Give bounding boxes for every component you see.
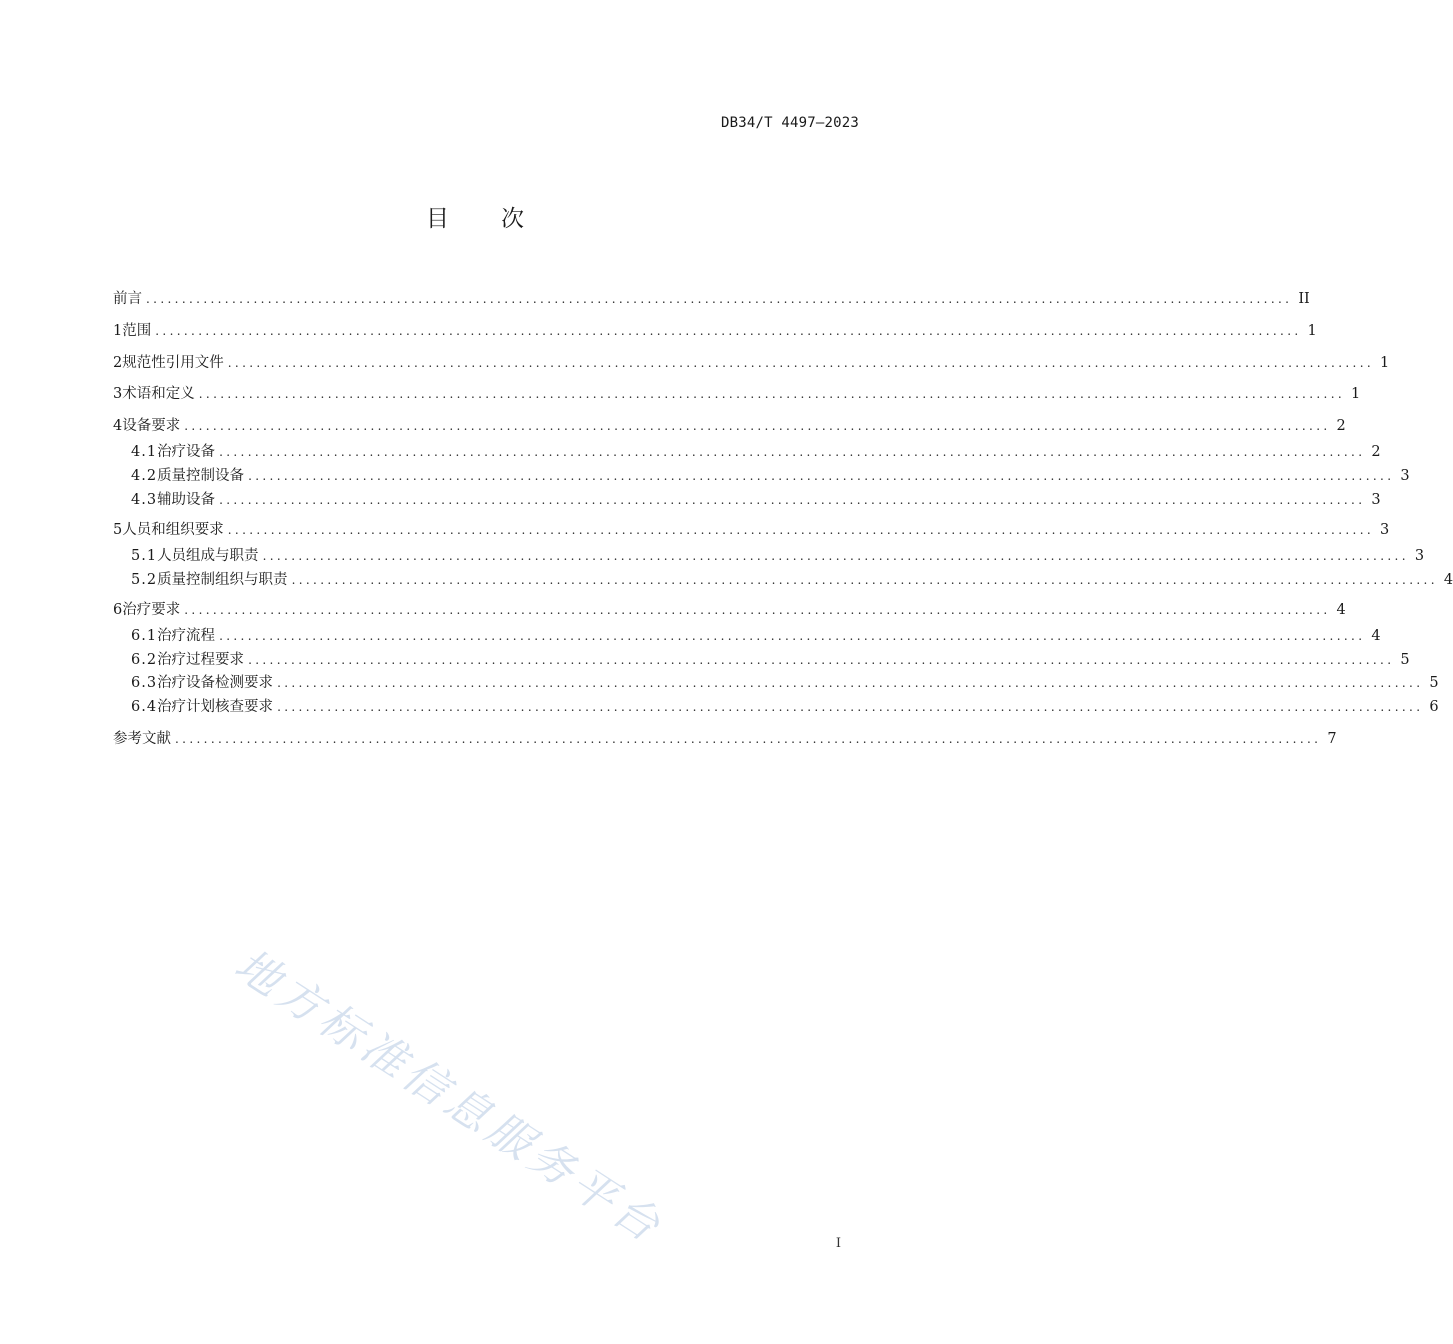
toc-entry-2[interactable] bbox=[113, 353, 1390, 373]
toc-entry-page: 4 bbox=[1443, 572, 1453, 588]
toc-entry-foreword[interactable] bbox=[113, 289, 1310, 309]
toc-entry-4-1[interactable] bbox=[131, 442, 1381, 462]
toc-entry-label: 治疗要求 bbox=[122, 602, 181, 618]
toc-entry-label: 人员组成与职责 bbox=[157, 548, 259, 564]
toc-leader-dots: ................................................................................................................................................................ bbox=[198, 387, 1346, 401]
toc-entry-page: 3 bbox=[1380, 522, 1390, 538]
toc-entry-page: 2 bbox=[1336, 418, 1346, 434]
toc-entry-label: 治疗设备检测要求 bbox=[157, 675, 274, 691]
toc-entry-number: 2 bbox=[113, 355, 123, 371]
toc-leader-dots: ................................................................................................................................................................ bbox=[184, 419, 1331, 433]
toc-entry-label: 范围 bbox=[122, 323, 152, 339]
toc-entry-6-1[interactable] bbox=[131, 626, 1381, 646]
toc-entry-page: 3 bbox=[1400, 468, 1410, 484]
toc-leader-dots: ................................................................................................................................................................ bbox=[277, 700, 1424, 714]
title-char-2: 次 bbox=[501, 206, 524, 232]
toc-entry-label: 参考文献 bbox=[113, 731, 171, 747]
toc-entry-6[interactable] bbox=[113, 600, 1346, 620]
toc-entry-page: 4 bbox=[1336, 602, 1346, 618]
toc-leader-dots: ................................................................................................................................................................ bbox=[175, 732, 1322, 746]
toc-entry-page: 2 bbox=[1371, 444, 1381, 460]
toc-entry-page: 6 bbox=[1429, 699, 1439, 715]
page-number: I bbox=[835, 1236, 841, 1251]
toc-entry-page: 5 bbox=[1400, 652, 1410, 668]
toc-entry-number: 5.1 bbox=[131, 548, 158, 564]
toc-leader-dots: ................................................................................................................................................................ bbox=[248, 469, 1395, 483]
watermark: 地方标准信息服务平台 bbox=[225, 939, 673, 1255]
toc-entry-page: 1 bbox=[1380, 355, 1390, 371]
toc-leader-dots: ................................................................................................................................................................ bbox=[227, 523, 1375, 537]
toc-entry-label: 治疗设备 bbox=[157, 444, 216, 460]
toc-leader-dots: ................................................................................................................................................................ bbox=[146, 292, 1293, 306]
toc-entry-label: 质量控制设备 bbox=[157, 468, 245, 484]
page-title bbox=[0, 200, 950, 233]
toc-entry-page: II bbox=[1298, 291, 1310, 307]
toc-entry-references[interactable] bbox=[113, 729, 1337, 749]
toc-entry-number: 6.2 bbox=[131, 652, 158, 668]
toc-entry-label: 前言 bbox=[113, 291, 142, 307]
toc-leader-dots: ................................................................................................................................................................ bbox=[227, 356, 1375, 370]
toc-entry-page: 1 bbox=[1307, 323, 1317, 339]
toc-entry-label: 规范性引用文件 bbox=[122, 355, 224, 371]
toc-entry-label: 质量控制组织与职责 bbox=[157, 572, 288, 588]
toc-leader-dots: ................................................................................................................................................................ bbox=[155, 324, 1302, 338]
toc-entry-number: 5 bbox=[113, 522, 123, 538]
toc-entry-4-2[interactable] bbox=[131, 466, 1410, 486]
toc-entry-4-3[interactable] bbox=[131, 490, 1381, 510]
toc-entry-5-2[interactable] bbox=[131, 570, 1453, 590]
toc-entry-number: 1 bbox=[113, 323, 123, 339]
toc-entry-page: 3 bbox=[1371, 492, 1381, 508]
toc-leader-dots: ................................................................................................................................................................ bbox=[277, 676, 1424, 690]
toc-entry-label: 治疗计划核查要求 bbox=[157, 699, 274, 715]
toc-leader-dots: ................................................................................................................................................................ bbox=[291, 573, 1438, 587]
toc-leader-dots: ................................................................................................................................................................ bbox=[219, 629, 1366, 643]
toc-entry-label: 设备要求 bbox=[122, 418, 181, 434]
toc-entry-number: 6.1 bbox=[131, 628, 158, 644]
toc-entry-page: 7 bbox=[1327, 731, 1337, 747]
toc-entry-label: 辅助设备 bbox=[157, 492, 216, 508]
toc-entry-page: 3 bbox=[1414, 548, 1425, 564]
toc-entry-page: 1 bbox=[1351, 386, 1361, 402]
toc-entry-4[interactable] bbox=[113, 416, 1346, 436]
toc-leader-dots: ................................................................................................................................................................ bbox=[248, 653, 1395, 667]
toc-entry-number: 5.2 bbox=[131, 572, 158, 588]
toc-entry-number: 6.4 bbox=[131, 699, 158, 715]
toc-entry-6-2[interactable] bbox=[131, 650, 1410, 670]
toc-entry-number: 3 bbox=[113, 386, 123, 402]
toc-entry-number: 4 bbox=[113, 418, 123, 434]
toc-entry-number: 4.1 bbox=[131, 444, 158, 460]
toc-entry-number: 6.3 bbox=[131, 675, 158, 691]
toc-entry-number: 4.2 bbox=[131, 468, 158, 484]
toc-leader-dots: ................................................................................................................................................................ bbox=[262, 549, 1409, 563]
toc-entry-number: 6 bbox=[113, 602, 123, 618]
toc-entry-number: 4.3 bbox=[131, 492, 158, 508]
toc-entry-label: 治疗过程要求 bbox=[157, 652, 245, 668]
title-char-1: 目 bbox=[426, 206, 449, 232]
toc-entry-label: 术语和定义 bbox=[122, 386, 195, 402]
toc-entry-label: 治疗流程 bbox=[157, 628, 216, 644]
document-code: DB34/T 4497—2023 bbox=[720, 115, 859, 131]
toc-entry-page: 5 bbox=[1429, 675, 1439, 691]
toc-leader-dots: ................................................................................................................................................................ bbox=[219, 445, 1366, 459]
toc-entry-label: 人员和组织要求 bbox=[122, 522, 224, 538]
toc-leader-dots: ................................................................................................................................................................ bbox=[184, 603, 1331, 617]
toc-entry-3[interactable] bbox=[113, 384, 1361, 404]
toc-entry-6-4[interactable] bbox=[131, 697, 1439, 717]
toc-entry-6-3[interactable] bbox=[131, 673, 1439, 693]
toc-entry-1[interactable] bbox=[113, 321, 1317, 341]
toc-leader-dots: ................................................................................................................................................................ bbox=[219, 493, 1366, 507]
toc-entry-page: 4 bbox=[1371, 628, 1381, 644]
toc-entry-5-1[interactable] bbox=[131, 546, 1425, 566]
toc-entry-5[interactable] bbox=[113, 520, 1390, 540]
